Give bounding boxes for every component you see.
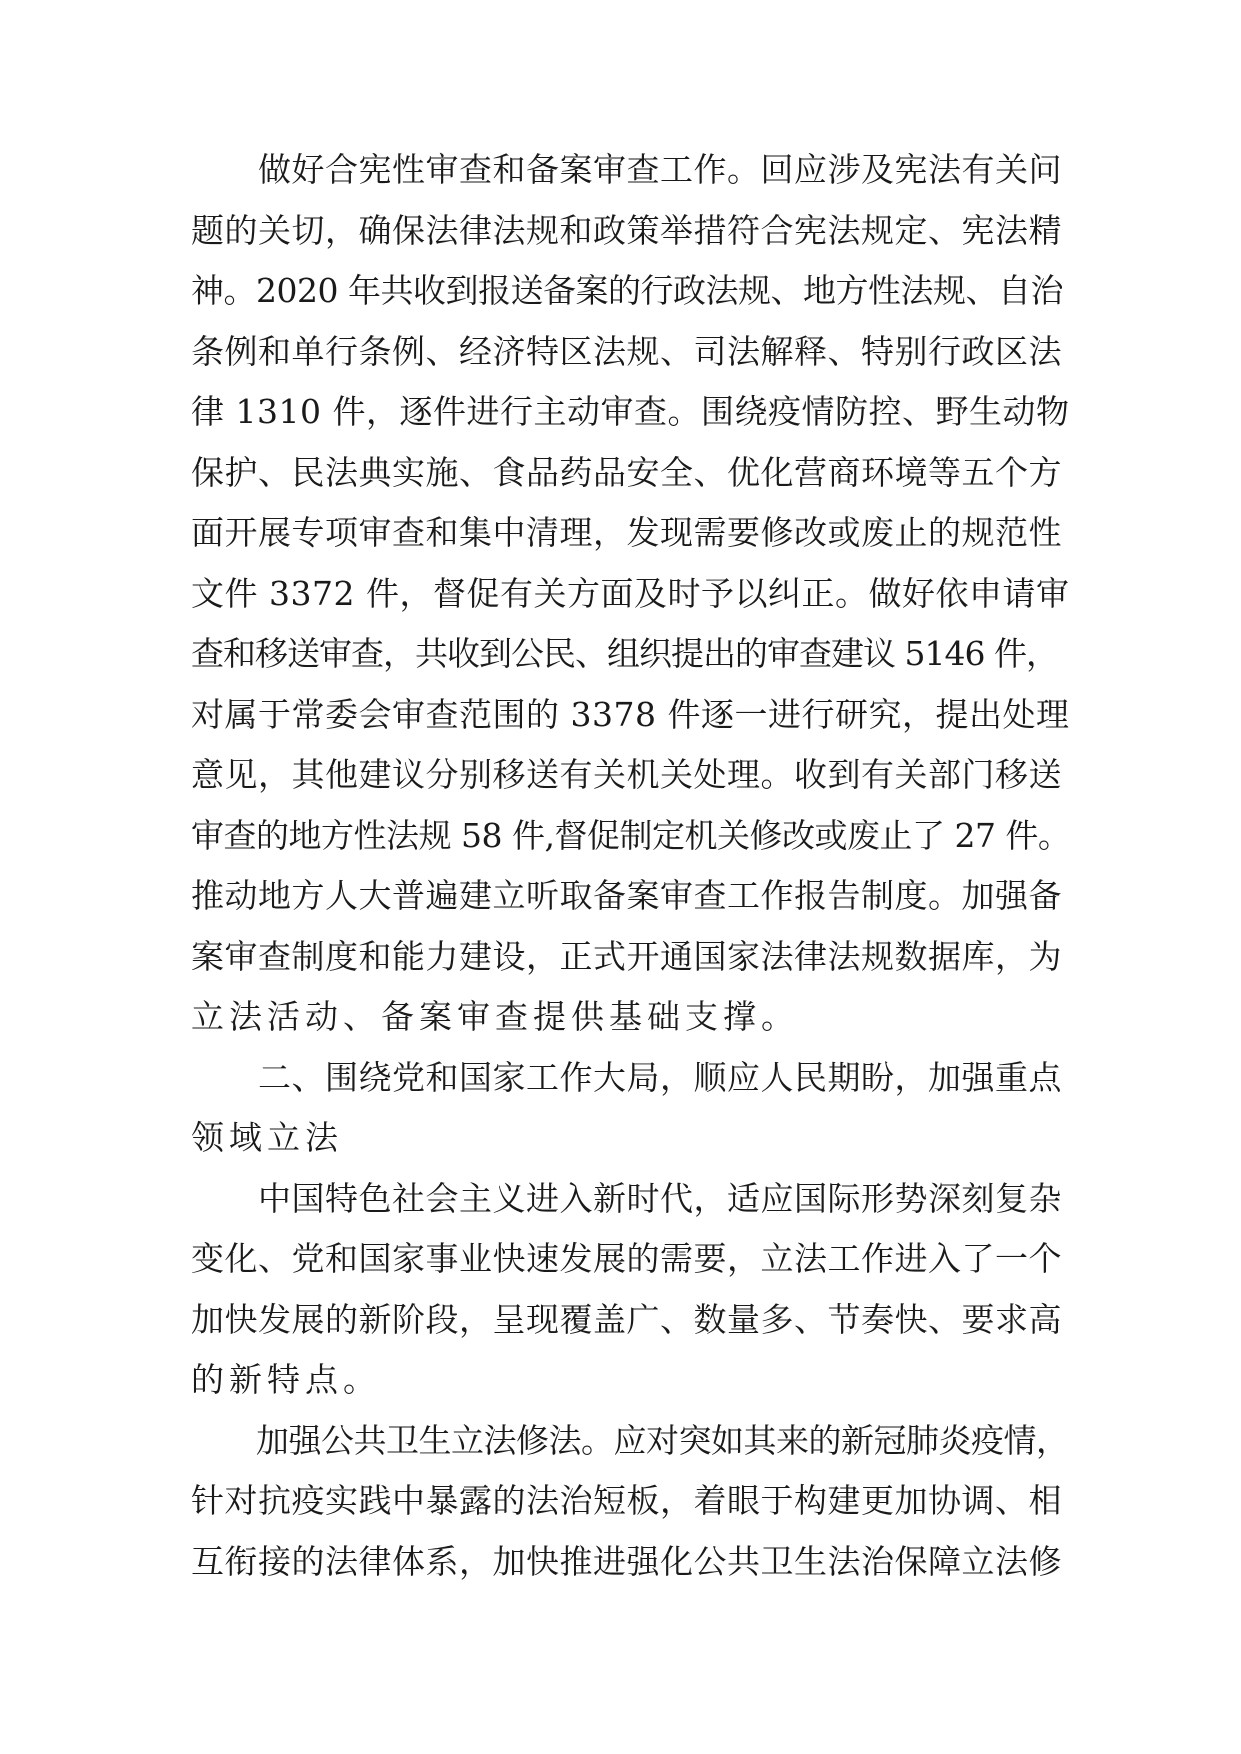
text-line: 文件 3372 件，督促有关方面及时予以纠正。做好依申请审: [191, 573, 1070, 613]
text-line: 加强公共卫生立法修法。应对突如其来的新冠肺炎疫情，: [191, 1420, 1069, 1460]
text-line: 针对抗疫实践中暴露的法治短板，着眼于构建更加协调、相: [191, 1481, 1062, 1520]
section-heading: 二、围绕党和国家工作大局，顺应人民期盼，加强重点: [191, 1057, 1062, 1097]
text-line: 推动地方人大普遍建立听取备案审查工作报告制度。加强备: [191, 876, 1062, 915]
text-line: 查和移送审查，共收到公民、组织提出的审查建议 5146 件，: [191, 634, 1058, 673]
section-heading: 领域立法: [191, 1118, 343, 1157]
text-line: 意见，其他建议分别移送有关机关处理。收到有关部门移送: [191, 755, 1062, 794]
text-line: 变化、党和国家事业快速发展的需要，立法工作进入了一个: [191, 1239, 1062, 1278]
text-line: 做好合宪性审查和备案审查工作。回应涉及宪法有关问: [191, 150, 1062, 189]
text-line: 加快发展的新阶段，呈现覆盖广、数量多、节奏快、要求高: [191, 1299, 1062, 1339]
text-line: 立法活动、备案审查提供基础支撑。: [191, 997, 799, 1036]
text-line: 题的关切，确保法律法规和政策举措符合宪法规定、宪法精: [191, 210, 1062, 250]
text-line: 条例和单行条例、经济特区法规、司法解释、特别行政区法: [191, 331, 1062, 371]
text-line: 神。2020 年共收到报送备案的行政法规、地方性法规、自治: [191, 271, 1063, 310]
text-line: 保护、民法典实施、食品药品安全、优化营商环境等五个方: [191, 452, 1062, 492]
text-line: 中国特色社会主义进入新时代，适应国际形势深刻复杂: [191, 1178, 1062, 1218]
text-line: 面开展专项审查和集中清理，发现需要修改或废止的规范性: [191, 513, 1062, 552]
text-line: 审查的地方性法规 58 件,督促制定机关修改或废止了 27 件。: [191, 815, 1071, 855]
text-line: 互衔接的法律体系，加快推进强化公共卫生法治保障立法修: [191, 1541, 1062, 1581]
text-line: 律 1310 件，逐件进行主动审查。围绕疫情防控、野生动物: [191, 392, 1070, 431]
text-line: 案审查制度和能力建设，正式开通国家法律法规数据库，为: [191, 936, 1062, 976]
text-line: 对属于常委会审查范围的 3378 件逐一进行研究，提出处理: [191, 694, 1070, 734]
body-text: [191, 140, 1071, 1592]
text-line: 的新特点。: [191, 1360, 381, 1399]
